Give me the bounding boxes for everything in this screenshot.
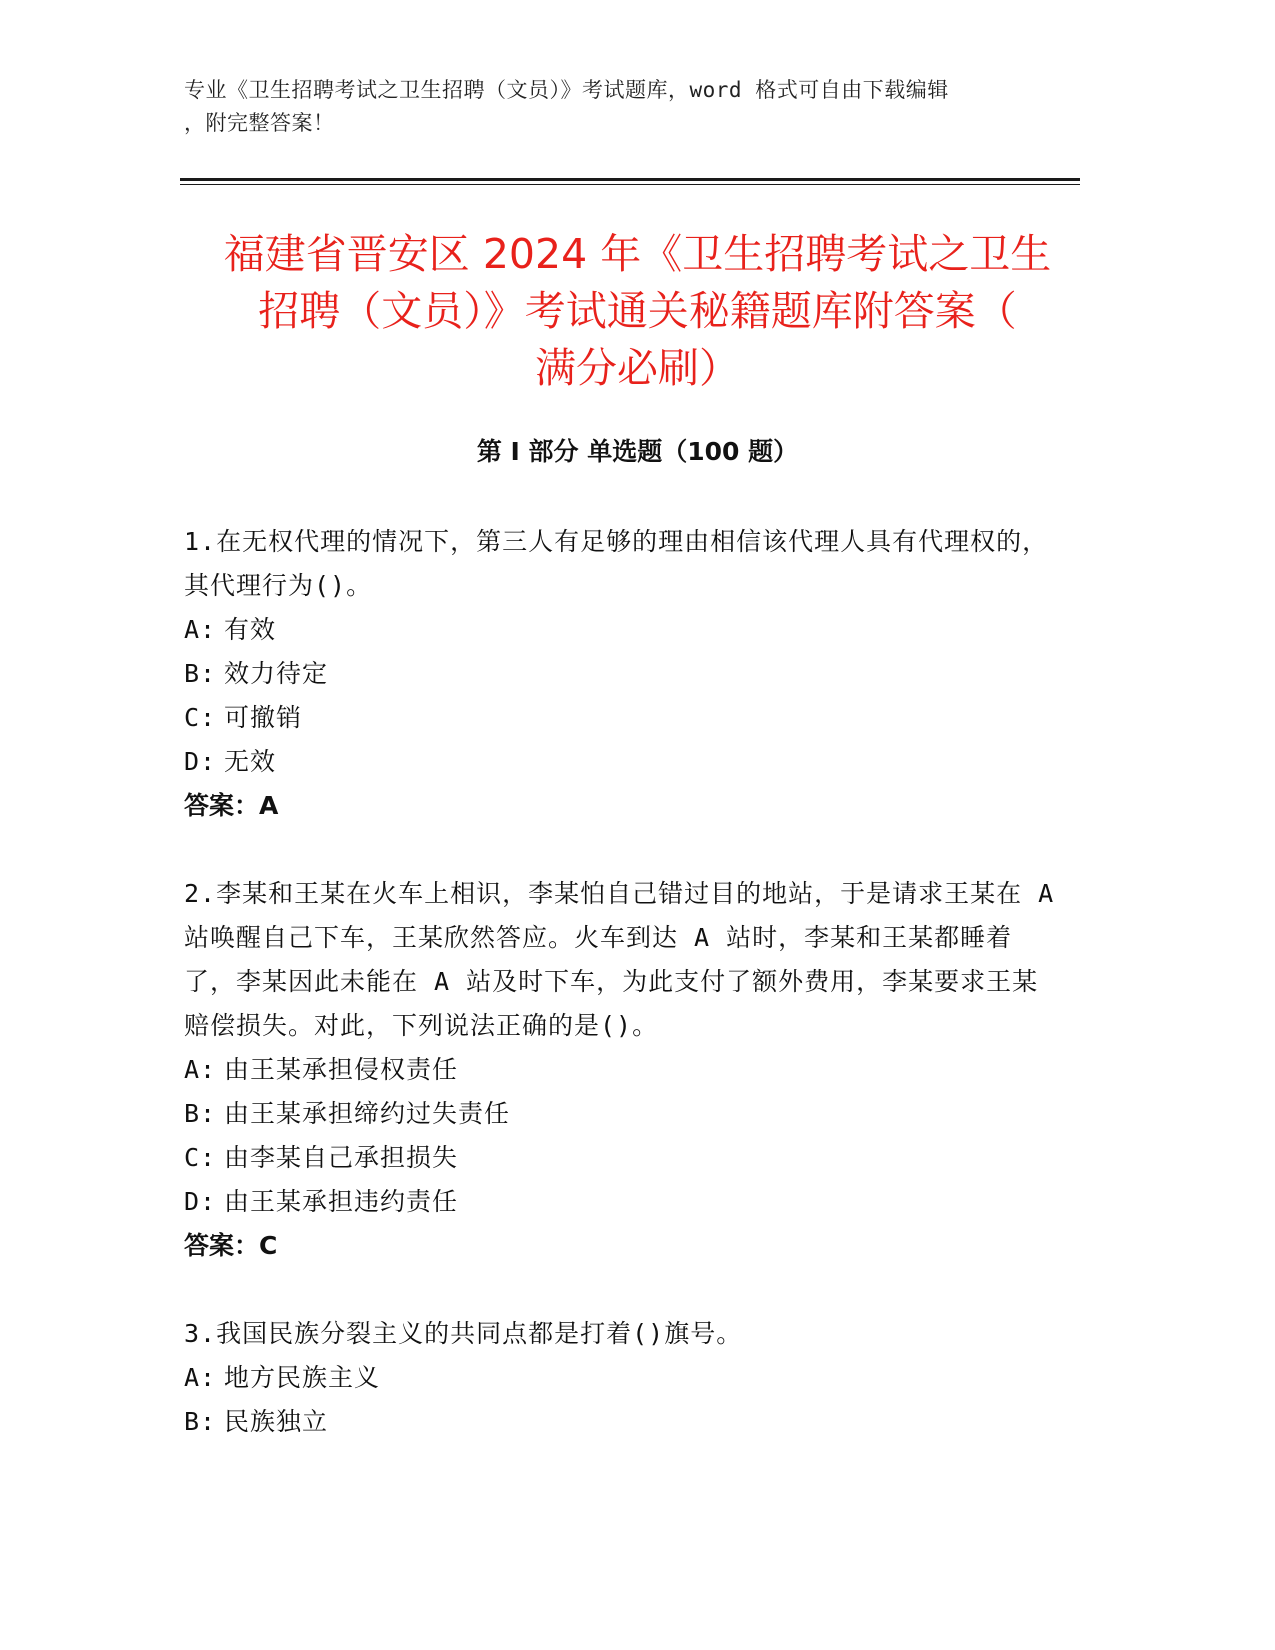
- option-text: 可撤销: [224, 703, 303, 732]
- option-c: [184, 696, 1064, 740]
- question-answer: 答案：A: [184, 791, 279, 820]
- option-letter: A:: [184, 1055, 217, 1084]
- option-a: [184, 1048, 1064, 1092]
- question-3: [184, 1312, 1064, 1444]
- header-note: [184, 74, 1064, 140]
- question-2: [184, 872, 1064, 1268]
- header-divider-thick: [180, 178, 1080, 181]
- option-b: [184, 1092, 1064, 1136]
- document-title-line-2: 招聘（文员）》考试通关秘籍题库附答案（: [258, 287, 1017, 335]
- option-c: [184, 1136, 1064, 1180]
- document-title-line-1: 福建省晋安区 2024 年《卫生招聘考试之卫生: [223, 230, 1052, 278]
- option-letter: D:: [184, 1187, 217, 1216]
- option-letter: B:: [184, 1407, 217, 1436]
- option-text: 由王某承担违约责任: [224, 1187, 459, 1216]
- option-a: [184, 1356, 1064, 1400]
- option-letter: B:: [184, 1099, 217, 1128]
- option-b: [184, 1400, 1064, 1444]
- question-stem: 3.我国民族分裂主义的共同点都是打着()旗号。: [184, 1319, 743, 1348]
- option-text: 由王某承担缔约过失责任: [224, 1099, 511, 1128]
- option-text: 由王某承担侵权责任: [224, 1055, 459, 1084]
- option-letter: A:: [184, 1363, 217, 1392]
- option-text: 民族独立: [224, 1407, 329, 1436]
- document-title: [160, 226, 1115, 397]
- option-text: 由李某自己承担损失: [224, 1143, 459, 1172]
- question-stem: 2.李某和王某在火车上相识，李某怕自己错过目的地站，于是请求王某在 A 站唤醒自己下车，王某欣然答应。火车到达 A 站时，李某和王某都睡着了，李某因此未能在 A 站及时下车，为此支付了额外费用，李某要求王某赔偿损失。对此，下列说法正确的是()。: [184, 879, 1055, 1040]
- option-text: 有效: [224, 615, 277, 644]
- question-1: [184, 520, 1064, 828]
- question-stem: 1.在无权代理的情况下，第三人有足够的理由相信该代理人具有代理权的，其代理行为()。: [184, 527, 1049, 600]
- option-letter: C:: [184, 1143, 217, 1172]
- option-letter: D:: [184, 747, 217, 776]
- header-divider-thin: [180, 184, 1080, 185]
- option-letter: A:: [184, 615, 217, 644]
- option-a: [184, 608, 1064, 652]
- option-d: [184, 740, 1064, 784]
- option-text: 无效: [224, 747, 277, 776]
- option-b: [184, 652, 1064, 696]
- option-d: [184, 1180, 1064, 1224]
- document-title-line-3: 满分必刷）: [535, 344, 740, 392]
- header-note-line-2: ，附完整答案！: [184, 111, 335, 135]
- option-text: 地方民族主义: [224, 1363, 381, 1392]
- section-title: 第 I 部分 单选题（100 题）: [476, 437, 799, 466]
- option-text: 效力待定: [224, 659, 329, 688]
- header-note-line-1: 专业《卫生招聘考试之卫生招聘（文员）》考试题库，word 格式可自由下载编辑: [184, 78, 949, 102]
- question-answer: 答案：C: [184, 1231, 278, 1260]
- option-letter: C:: [184, 703, 217, 732]
- option-letter: B:: [184, 659, 217, 688]
- question-list: [184, 520, 1064, 1488]
